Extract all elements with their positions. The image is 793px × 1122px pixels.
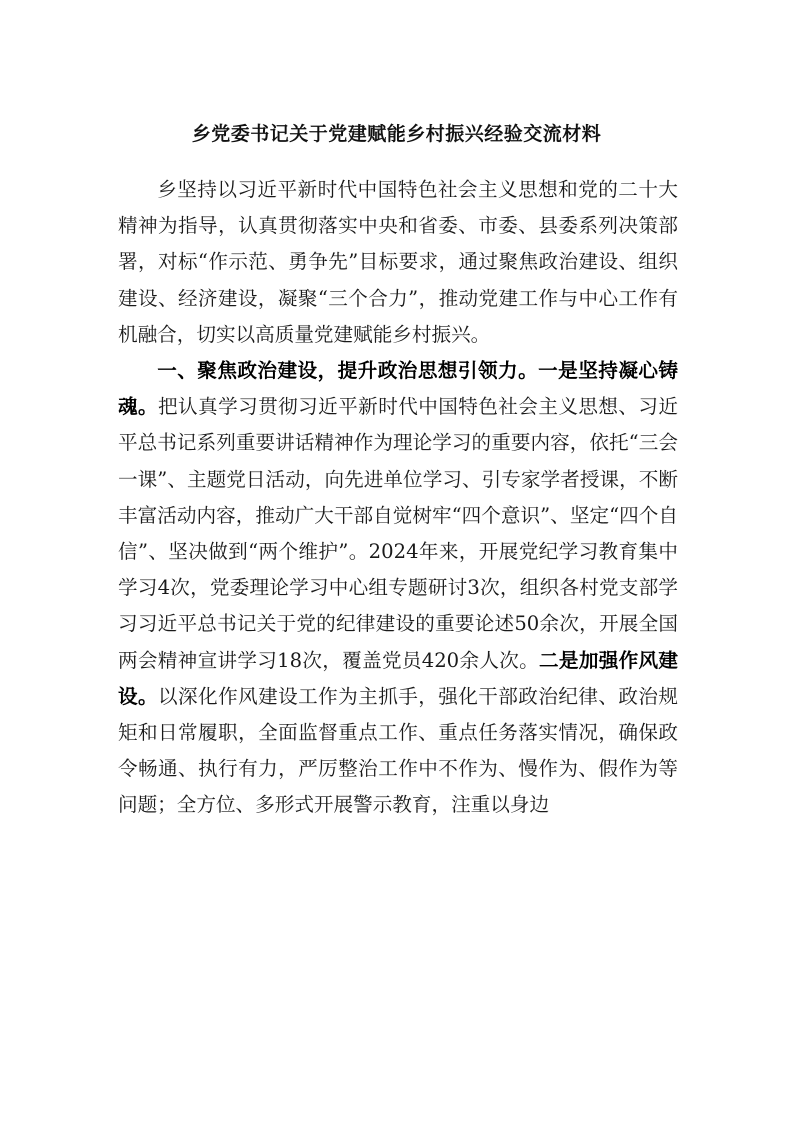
- section-1-heading: 一、聚焦政治建设，提升政治思想引领力。: [157, 359, 539, 383]
- point-2-text: 以深化作风建设工作为主抓手，强化干部政治纪律、政治规矩和日常履职，全面监督重点工作、重点任务落实情况，确保政令畅通、执行有力，严厉整治工作中不作为、慢作为、假作为等问题；全方位、多形式开展警示教育，注重以身边: [118, 684, 679, 817]
- document-title: 乡党委书记关于党建赋能乡村振兴经验交流材料: [191, 123, 602, 145]
- intro-paragraph: 乡坚持以习近平新时代中国特色社会主义思想和党的二十大精神为指导，认真贯彻落实中央和省委、市委、县委系列决策部署，对标“作示范、勇争先”目标要求，通过聚焦政治建设、组织建设、经济建设，凝聚“三个合力”，推动党建工作与中心工作有机融合，切实以高质量党建赋能乡村振兴。: [118, 178, 678, 346]
- point-1-text: 把认真学习贯彻习近平新时代中国特色社会主义思想、习近平总书记系列重要讲话精神作为理论学习的重要内容，依托“三会一课”、主题党日活动，向先进单位学习、引专家学者授课，不断丰富活动内容，推动广大干部自觉树牢“四个意识”、坚定“四个自信”、坚决做到“两个维护”。2024年来，开展党纪学习教育集中学习4次，党委理论学习中心组专题研讨3次，组织各村党支部学习习近平总书记关于党的纪律建设的重要论述50余次，开展全国两会精神宣讲学习18次，覆盖党员420余人次。: [118, 395, 679, 672]
- section-1-paragraph: [118, 353, 678, 824]
- point-2-lead: 二是加强作风建设。: [118, 648, 678, 708]
- document-body: [118, 172, 678, 824]
- point-1-lead: 一是坚持凝心铸魂。: [118, 359, 679, 419]
